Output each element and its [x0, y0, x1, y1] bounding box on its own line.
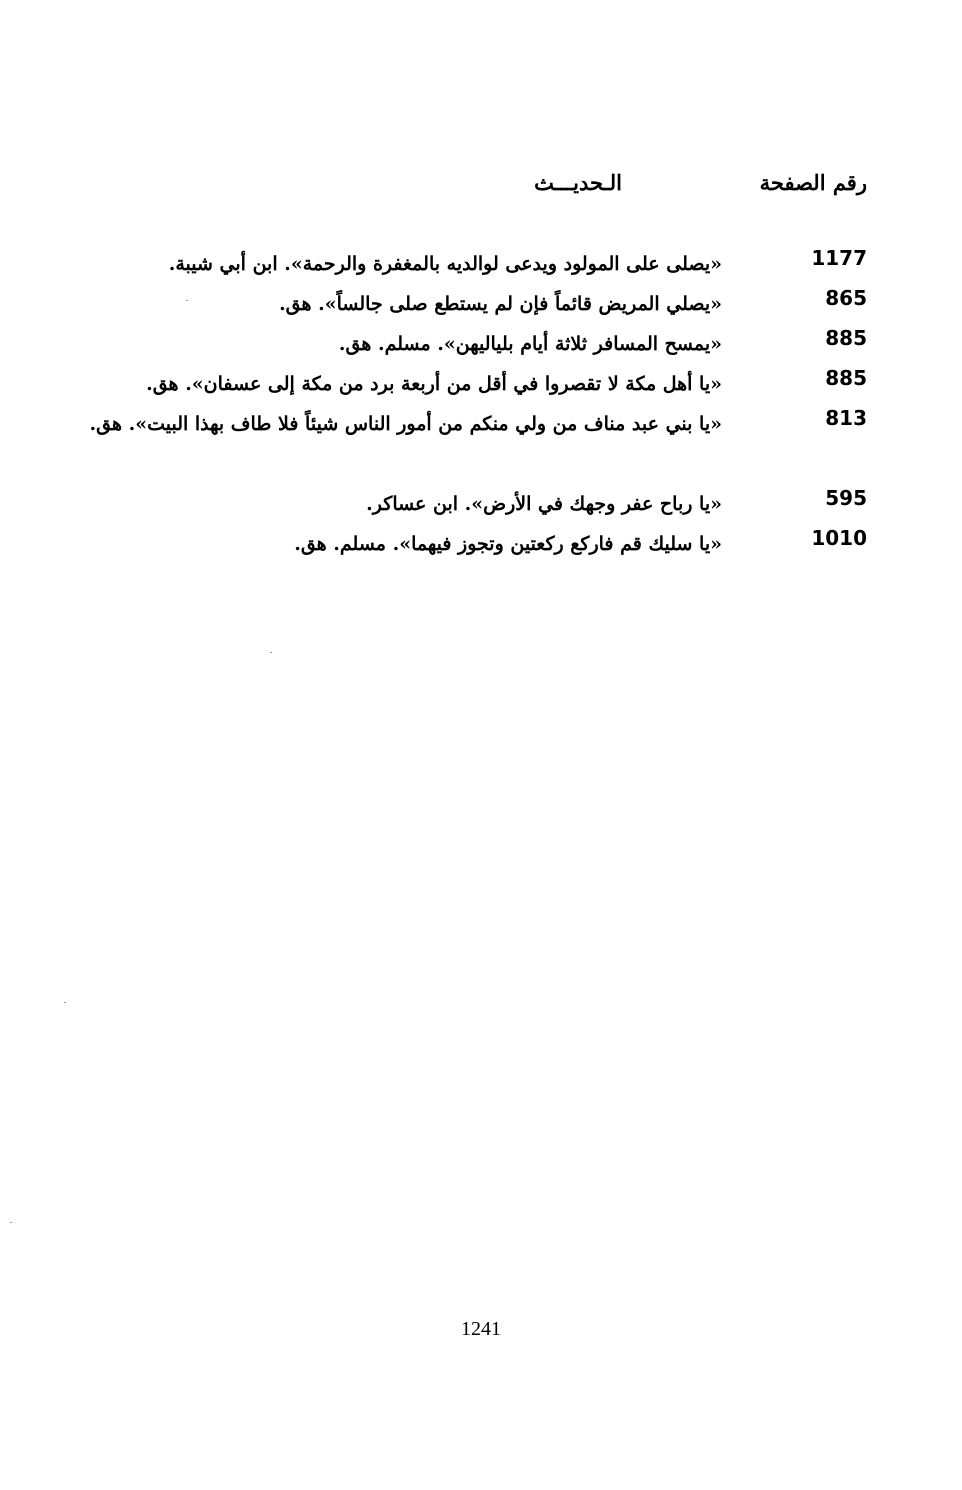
list-item — [0, 524, 962, 564]
scan-speck — [270, 652, 272, 653]
hadith-text: «يصلي المريض قائماً فإن لم يستطع صلى جالساً». هق. — [279, 293, 722, 315]
page-number: 813 — [825, 406, 867, 430]
hadith-text: «يا بني عبد مناف من ولي منكم من أمور الناس شيئاً فلا طاف بهذا البيت». هق. — [89, 413, 722, 435]
page-number: 865 — [825, 286, 867, 310]
hadith-column-header: الـحديـــث — [534, 170, 622, 195]
hadith-text: «يا رباح عفر وجهك في الأرض». ابن عساكر. — [366, 493, 722, 515]
list-item — [0, 404, 962, 484]
page-number: 885 — [825, 326, 867, 350]
list-item — [0, 364, 962, 404]
list-item — [0, 324, 962, 364]
page-number: 1010 — [811, 526, 867, 550]
page-number-column-header: رقم الصفحة — [759, 170, 867, 195]
page-number: 1177 — [811, 246, 867, 270]
hadith-text: «يصلى على المولود ويدعى لوالديه بالمغفرة والرحمة». ابن أبي شيبة. — [168, 253, 722, 275]
list-item — [0, 484, 962, 524]
hadith-index-list — [0, 244, 962, 564]
hadith-text: «يا سليك قم فاركع ركعتين وتجوز فيهما». مسلم. هق. — [294, 533, 722, 555]
list-item — [0, 244, 962, 284]
scan-speck — [10, 1222, 12, 1223]
list-item — [0, 284, 962, 324]
folio-page-number: 1241 — [461, 1318, 501, 1340]
page-number: 885 — [825, 366, 867, 390]
hadith-text: «يمسح المسافر ثلاثة أيام بلياليهن». مسلم. هق. — [338, 333, 722, 355]
page-number: 595 — [825, 486, 867, 510]
scan-speck — [186, 300, 188, 301]
hadith-text: «يا أهل مكة لا تقصروا في أقل من أربعة برد من مكة إلى عسفان». هق. — [146, 373, 722, 395]
scan-speck — [64, 1002, 66, 1003]
